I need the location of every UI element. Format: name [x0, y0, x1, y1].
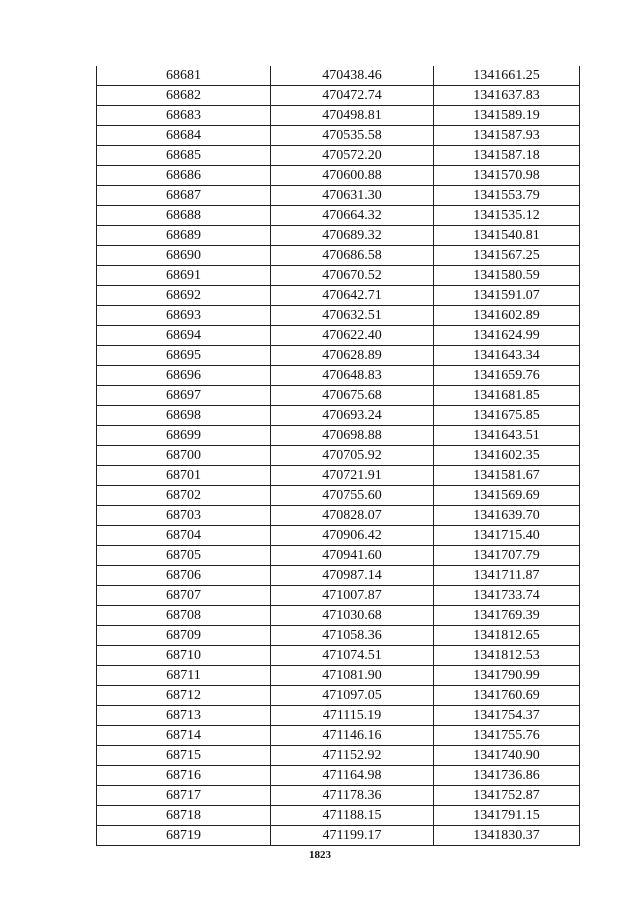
x-coordinate-cell: 470755.60 [271, 486, 434, 506]
y-coordinate-cell: 1341639.70 [434, 506, 580, 526]
y-coordinate-cell: 1341580.59 [434, 266, 580, 286]
y-coordinate-cell: 1341830.37 [434, 826, 580, 846]
point-id-cell: 68701 [97, 466, 271, 486]
table-row [97, 286, 580, 306]
x-coordinate-cell: 470828.07 [271, 506, 434, 526]
x-coordinate-cell: 470664.32 [271, 206, 434, 226]
y-coordinate-cell: 1341752.87 [434, 786, 580, 806]
point-id-cell: 68696 [97, 366, 271, 386]
x-coordinate-cell: 470721.91 [271, 466, 434, 486]
x-coordinate-cell: 471074.51 [271, 646, 434, 666]
table-row [97, 666, 580, 686]
y-coordinate-cell: 1341715.40 [434, 526, 580, 546]
table-row [97, 826, 580, 846]
x-coordinate-cell: 470631.30 [271, 186, 434, 206]
y-coordinate-cell: 1341760.69 [434, 686, 580, 706]
x-coordinate-cell: 470535.58 [271, 126, 434, 146]
y-coordinate-cell: 1341707.79 [434, 546, 580, 566]
table-row [97, 586, 580, 606]
x-coordinate-cell: 470498.81 [271, 106, 434, 126]
x-coordinate-cell: 470987.14 [271, 566, 434, 586]
y-coordinate-cell: 1341643.34 [434, 346, 580, 366]
table-row [97, 206, 580, 226]
point-id-cell: 68702 [97, 486, 271, 506]
table-row [97, 466, 580, 486]
y-coordinate-cell: 1341587.93 [434, 126, 580, 146]
y-coordinate-cell: 1341569.69 [434, 486, 580, 506]
x-coordinate-cell: 471199.17 [271, 826, 434, 846]
table-row [97, 566, 580, 586]
table-row [97, 686, 580, 706]
table-row [97, 486, 580, 506]
y-coordinate-cell: 1341659.76 [434, 366, 580, 386]
table-row [97, 786, 580, 806]
point-id-cell: 68710 [97, 646, 271, 666]
table-row [97, 166, 580, 186]
x-coordinate-cell: 471152.92 [271, 746, 434, 766]
point-id-cell: 68690 [97, 246, 271, 266]
y-coordinate-cell: 1341812.53 [434, 646, 580, 666]
point-id-cell: 68684 [97, 126, 271, 146]
x-coordinate-cell: 471146.16 [271, 726, 434, 746]
x-coordinate-cell: 470675.68 [271, 386, 434, 406]
point-id-cell: 68709 [97, 626, 271, 646]
point-id-cell: 68715 [97, 746, 271, 766]
table-row [97, 406, 580, 426]
point-id-cell: 68716 [97, 766, 271, 786]
y-coordinate-cell: 1341675.85 [434, 406, 580, 426]
y-coordinate-cell: 1341553.79 [434, 186, 580, 206]
table-row [97, 266, 580, 286]
y-coordinate-cell: 1341754.37 [434, 706, 580, 726]
page-number: 1823 [309, 849, 331, 861]
y-coordinate-cell: 1341711.87 [434, 566, 580, 586]
table-row [97, 506, 580, 526]
table-row [97, 346, 580, 366]
table-row [97, 546, 580, 566]
y-coordinate-cell: 1341587.18 [434, 146, 580, 166]
x-coordinate-cell: 470642.71 [271, 286, 434, 306]
y-coordinate-cell: 1341769.39 [434, 606, 580, 626]
x-coordinate-cell: 470906.42 [271, 526, 434, 546]
y-coordinate-cell: 1341740.90 [434, 746, 580, 766]
y-coordinate-cell: 1341790.99 [434, 666, 580, 686]
point-id-cell: 68704 [97, 526, 271, 546]
table-row [97, 186, 580, 206]
table-row [97, 326, 580, 346]
table-row [97, 746, 580, 766]
x-coordinate-cell: 471188.15 [271, 806, 434, 826]
table-row [97, 386, 580, 406]
table-row [97, 106, 580, 126]
table-row [97, 646, 580, 666]
point-id-cell: 68713 [97, 706, 271, 726]
y-coordinate-cell: 1341643.51 [434, 426, 580, 446]
table-row [97, 606, 580, 626]
table-row [97, 726, 580, 746]
table-row [97, 226, 580, 246]
x-coordinate-cell: 470670.52 [271, 266, 434, 286]
point-id-cell: 68691 [97, 266, 271, 286]
y-coordinate-cell: 1341589.19 [434, 106, 580, 126]
x-coordinate-cell: 470693.24 [271, 406, 434, 426]
y-coordinate-cell: 1341733.74 [434, 586, 580, 606]
point-id-cell: 68681 [97, 66, 271, 86]
point-id-cell: 68683 [97, 106, 271, 126]
point-id-cell: 68693 [97, 306, 271, 326]
y-coordinate-cell: 1341567.25 [434, 246, 580, 266]
point-id-cell: 68705 [97, 546, 271, 566]
x-coordinate-cell: 471030.68 [271, 606, 434, 626]
x-coordinate-cell: 471178.36 [271, 786, 434, 806]
point-id-cell: 68700 [97, 446, 271, 466]
point-id-cell: 68694 [97, 326, 271, 346]
y-coordinate-cell: 1341591.07 [434, 286, 580, 306]
point-id-cell: 68689 [97, 226, 271, 246]
x-coordinate-cell: 470622.40 [271, 326, 434, 346]
point-id-cell: 68718 [97, 806, 271, 826]
point-id-cell: 68697 [97, 386, 271, 406]
y-coordinate-cell: 1341637.83 [434, 86, 580, 106]
point-id-cell: 68685 [97, 146, 271, 166]
table-row [97, 126, 580, 146]
x-coordinate-cell: 471097.05 [271, 686, 434, 706]
point-id-cell: 68707 [97, 586, 271, 606]
table-row [97, 806, 580, 826]
point-id-cell: 68687 [97, 186, 271, 206]
x-coordinate-cell: 470632.51 [271, 306, 434, 326]
x-coordinate-cell: 471115.19 [271, 706, 434, 726]
x-coordinate-cell: 470689.32 [271, 226, 434, 246]
x-coordinate-cell: 470438.46 [271, 66, 434, 86]
coordinates-table [96, 66, 580, 846]
y-coordinate-cell: 1341755.76 [434, 726, 580, 746]
point-id-cell: 68682 [97, 86, 271, 106]
table-row [97, 426, 580, 446]
x-coordinate-cell: 470628.89 [271, 346, 434, 366]
table-row [97, 306, 580, 326]
x-coordinate-cell: 470572.20 [271, 146, 434, 166]
point-id-cell: 68714 [97, 726, 271, 746]
table-row [97, 366, 580, 386]
y-coordinate-cell: 1341812.65 [434, 626, 580, 646]
y-coordinate-cell: 1341791.15 [434, 806, 580, 826]
x-coordinate-cell: 470472.74 [271, 86, 434, 106]
point-id-cell: 68688 [97, 206, 271, 226]
table-row [97, 526, 580, 546]
x-coordinate-cell: 470698.88 [271, 426, 434, 446]
x-coordinate-cell: 470648.83 [271, 366, 434, 386]
point-id-cell: 68686 [97, 166, 271, 186]
coordinates-table-body [97, 66, 580, 846]
y-coordinate-cell: 1341602.35 [434, 446, 580, 466]
y-coordinate-cell: 1341602.89 [434, 306, 580, 326]
point-id-cell: 68692 [97, 286, 271, 306]
point-id-cell: 68712 [97, 686, 271, 706]
y-coordinate-cell: 1341535.12 [434, 206, 580, 226]
y-coordinate-cell: 1341540.81 [434, 226, 580, 246]
table-row [97, 246, 580, 266]
point-id-cell: 68695 [97, 346, 271, 366]
point-id-cell: 68708 [97, 606, 271, 626]
x-coordinate-cell: 471081.90 [271, 666, 434, 686]
y-coordinate-cell: 1341624.99 [434, 326, 580, 346]
point-id-cell: 68703 [97, 506, 271, 526]
table-row [97, 706, 580, 726]
point-id-cell: 68711 [97, 666, 271, 686]
point-id-cell: 68698 [97, 406, 271, 426]
y-coordinate-cell: 1341681.85 [434, 386, 580, 406]
table-row [97, 86, 580, 106]
y-coordinate-cell: 1341581.67 [434, 466, 580, 486]
x-coordinate-cell: 470705.92 [271, 446, 434, 466]
table-row [97, 446, 580, 466]
x-coordinate-cell: 471058.36 [271, 626, 434, 646]
x-coordinate-cell: 470600.88 [271, 166, 434, 186]
y-coordinate-cell: 1341736.86 [434, 766, 580, 786]
point-id-cell: 68719 [97, 826, 271, 846]
x-coordinate-cell: 471164.98 [271, 766, 434, 786]
x-coordinate-cell: 470941.60 [271, 546, 434, 566]
point-id-cell: 68699 [97, 426, 271, 446]
table-row [97, 66, 580, 86]
table-row [97, 626, 580, 646]
y-coordinate-cell: 1341661.25 [434, 66, 580, 86]
y-coordinate-cell: 1341570.98 [434, 166, 580, 186]
x-coordinate-cell: 471007.87 [271, 586, 434, 606]
point-id-cell: 68706 [97, 566, 271, 586]
point-id-cell: 68717 [97, 786, 271, 806]
x-coordinate-cell: 470686.58 [271, 246, 434, 266]
table-row [97, 146, 580, 166]
table-row [97, 766, 580, 786]
